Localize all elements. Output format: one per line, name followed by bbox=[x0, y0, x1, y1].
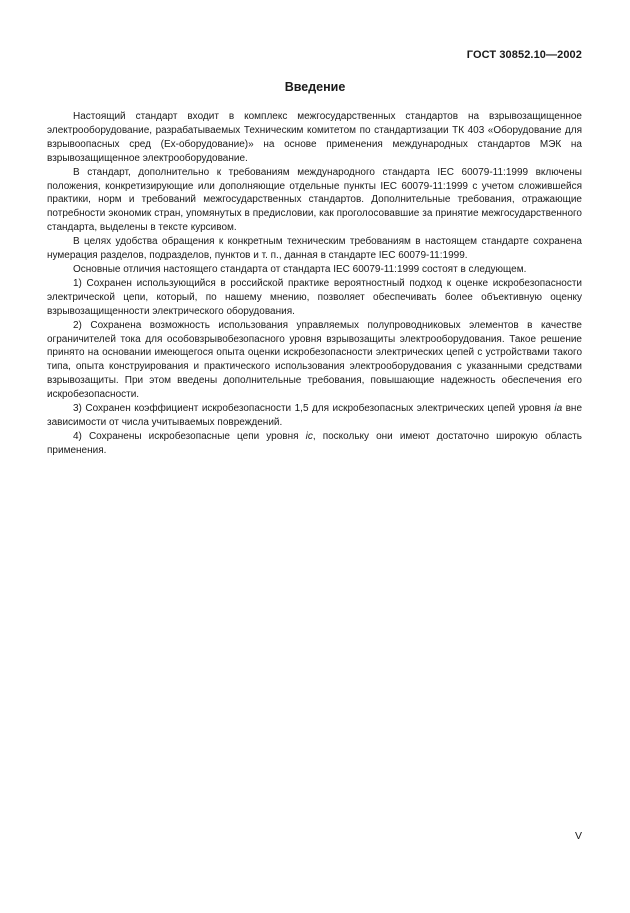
item-3-tail: вне зависимости от числа учитываемых повреждений. bbox=[47, 403, 583, 428]
paragraph-differences: Основные отличия настоящего стандарта от стандарта IEC 60079-11:1999 состоят в следующем. bbox=[73, 263, 527, 275]
paragraph-numbering: В целях удобства обращения к конкретным техническим требованиям в настоящем стандарте сохранена нумерация разделов, подразделов, пунктов и т. п., данная в стандарте IEC 60079-11:1999. bbox=[47, 236, 582, 262]
paragraph-additions: В стандарт, дополнительно к требованиям международного стандарта IEC 60079-11:1999 включены положения, конкретизирующие или дополняющие отдельные пункты IEC 60079-11:1999 с учетом сложившейся практики, норм и требований межгосударственных стандартов. Дополнительные требования, отражающие потребности экономик стран, упомянутых в предисловии, как проголосовавшие за принятие межгосударственного стандарта, выделены в тексте курсивом. bbox=[47, 166, 582, 234]
paragraph-item-1: 1) Сохранен использующийся в российской практике вероятностный подход к оценке искробезопасности электрической цепи, который, по нашему мнению, позволяет обеспечивать более объективную оценку взрывозащищенности электрического оборудования. bbox=[47, 277, 582, 317]
item-4-tail: , поскольку они имеют достаточно широкую область применения. bbox=[47, 430, 582, 456]
item-3-text: 3) Сохранен коэффициент искробезопасности 1,5 для искробезопасных электрических цепей уровня bbox=[73, 403, 551, 415]
paragraph-item-3 bbox=[47, 402, 582, 430]
page-number: V bbox=[574, 830, 582, 842]
paragraph-intro: Настоящий стандарт входит в комплекс межгосударственных стандартов на взрывозащищенное электрооборудование, разрабатываемых Техническим комитетом по стандартизации ТК 403 «Оборудование для взрывоопасных сред (Ex-оборудование)» на основе применения международных стандартов МЭК на взрывозащищенное электрооборудование. bbox=[47, 111, 582, 164]
paragraph-item-2: 2) Сохранена возможность использования управляемых полупроводниковых элементов в качестве ограничителей тока для особовзрывобезопасного уровня взрывозащиты электрооборудования. Такое решение принято на основании имеющегося опыта оценки искробезопасности электрических цепей с устройствами такого типа, опыта конструирования и практического использования электрооборудования с указанными средствами взрывозащиты. При этом введены дополнительные требования, повышающие надежность обеспечения его искробезопасности. bbox=[47, 319, 582, 401]
document-body bbox=[47, 110, 582, 458]
paragraph-item-4 bbox=[47, 430, 582, 458]
section-title: Введение bbox=[284, 80, 346, 94]
standard-code-header: ГОСТ 30852.10—2002 bbox=[466, 49, 582, 61]
item-4-level: ic bbox=[305, 430, 313, 442]
item-4-text: 4) Сохранены искробезопасные цепи уровня bbox=[73, 430, 299, 442]
item-3-level: ia bbox=[554, 403, 563, 415]
